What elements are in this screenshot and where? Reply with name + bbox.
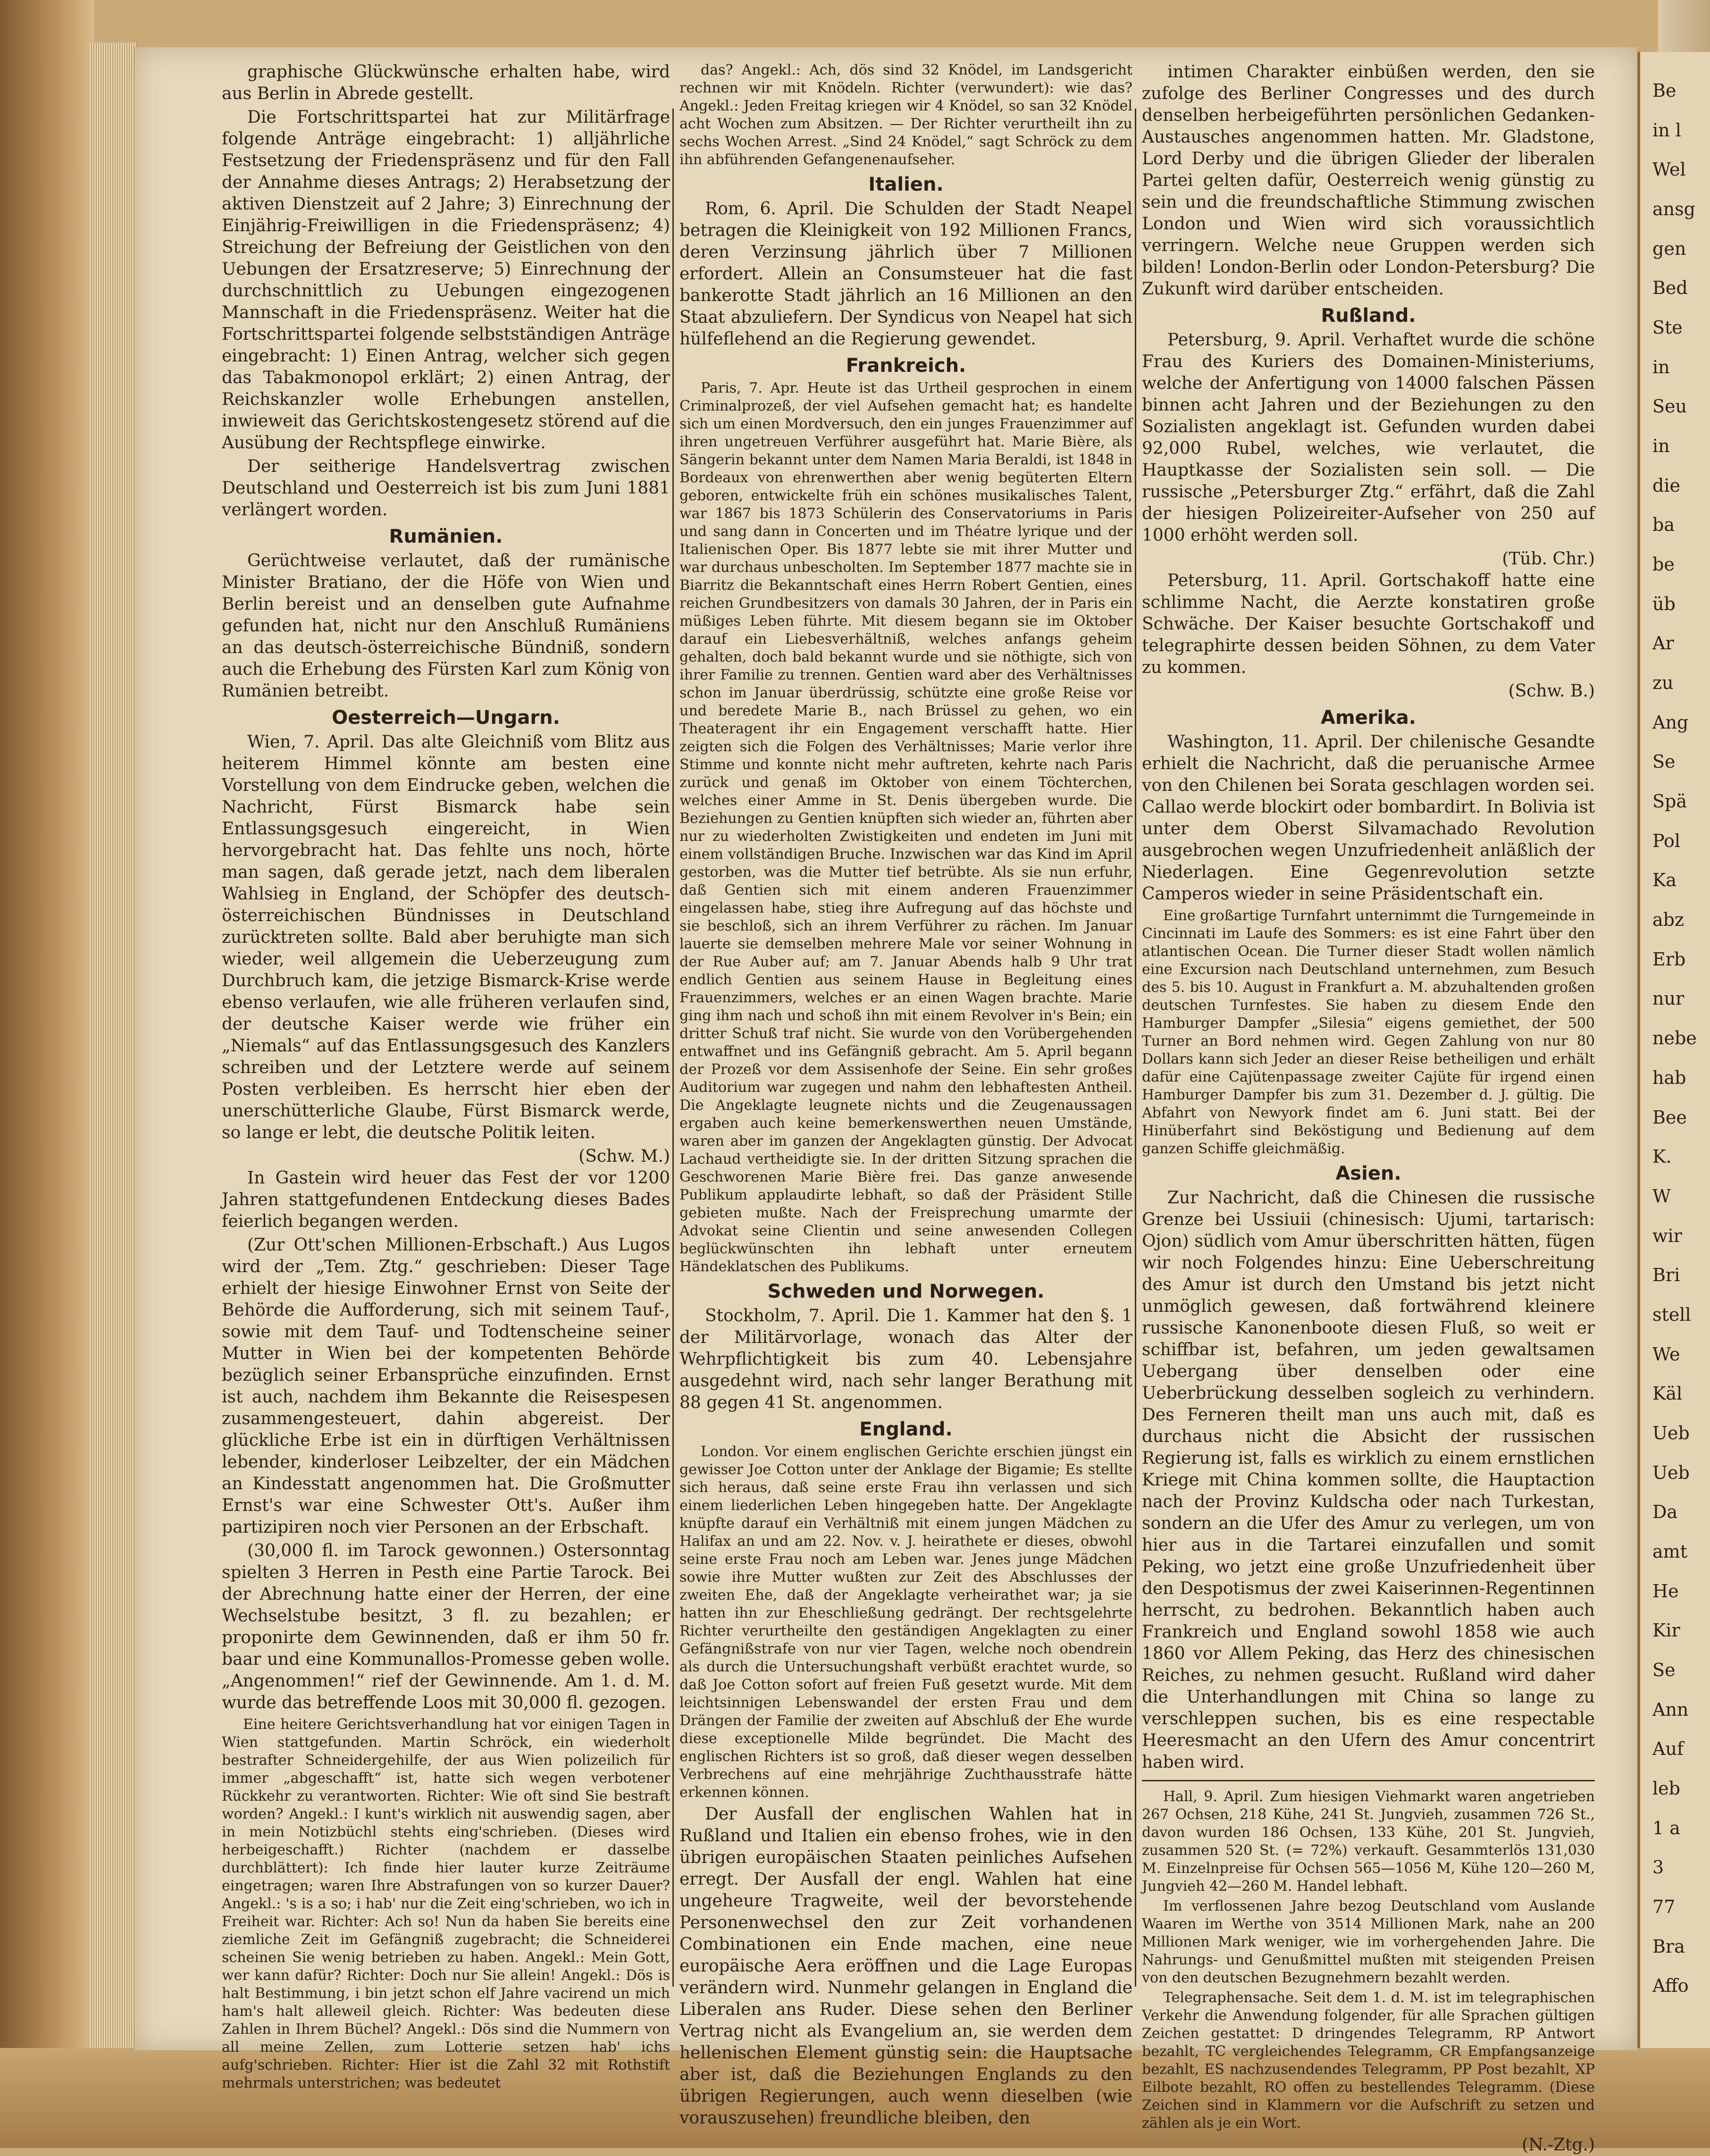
page-fragment-text: K.	[1652, 1146, 1672, 1167]
page-edges	[90, 42, 137, 2057]
page-fragment-text: We	[1652, 1343, 1680, 1365]
page-fragment-text: Ka	[1652, 870, 1677, 891]
page-fragment-text: Ste	[1652, 317, 1683, 338]
page-fragment-text: 77	[1652, 1896, 1676, 1917]
column-2	[679, 61, 1132, 2131]
page-fragment-text: gen	[1652, 238, 1686, 259]
source-credit: (Schw. M.)	[578, 1147, 670, 1166]
adjacent-page-edge	[1637, 52, 1710, 2048]
article-text: Stockholm, 7. April. Die 1. Kammer hat den §. 1 der Militärvorlage, wonach das Alter der Wehrpflichtigkeit bis zum 40. Lebensjahre ausgedehnt wird, nach sehr langer Berathung mit 88 gegen 41 St. angenommen.	[679, 1306, 1132, 1412]
page-fragment-text: üb	[1652, 593, 1676, 614]
section-heading: Schweden und Norwegen.	[767, 1281, 1045, 1302]
page-fragment-text: stell	[1652, 1304, 1691, 1325]
page-fragment-text: Pol	[1652, 830, 1681, 851]
page-fragment-text: Be	[1652, 80, 1676, 101]
column-1	[222, 61, 670, 2094]
page-fragment-text: Bra	[1652, 1936, 1685, 1957]
page-fragment-text: Ang	[1652, 712, 1689, 733]
page-fragment-text: 3	[1652, 1857, 1664, 1878]
source-credit: (Schw. B.)	[1508, 681, 1595, 701]
page-fragment-text: Ann	[1652, 1699, 1689, 1720]
article-text: Wien, 7. April. Das alte Gleichniß vom Blitz aus heiterem Himmel könnte am besten eine Vorstellung von dem Eindrucke geben, welchen die Nachricht, Fürst Bismarck habe sein Entlassungsgesuch eingereicht, in Wien hervorgebracht hat. Das fehlte uns noch, hörte man sagen, daß gerade jetzt, nach dem liberalen Wahlsieg in England, der Schöpfer des deutsch-österreichischen Bündnisses in Deutschland zurücktreten sollte. Bald aber beruhigte man sich wieder, weil allgemein die Ueberzeugung zum Durchbruch kam, die jetzige Bismarck-Krise werde ebenso verlaufen, wie alle früheren verlaufen sind, der deutsche Kaiser werde wie früher ein „Niemals“ auf das Entlassungsgesuch des Kanzlers schreiben und der Letztere werde auf seinem Posten verbleiben. Es herrscht hier eben der unerschütterliche Glaube, Fürst Bismarck werde, so lange er lebt, die deutsche Politik leiten.	[222, 732, 670, 1142]
page-fragment-text: Seu	[1652, 396, 1687, 417]
page-fragment-text: in	[1652, 436, 1670, 457]
article-text: Hall, 9. April. Zum hiesigen Viehmarkt waren angetrieben 267 Ochsen, 218 Kühe, 241 St. Jungvieh, zusammen 726 St., davon wurden 186 Ochsen, 133 Kühe, 201 St. Jungvieh, zusammen 520 St. (= 72%) verkauft. Gesammterlös 131,030 M. Einzelnpreise für Ochsen 565—1056 M, Kühe 120—260 M, Jungvieh 42—260 M. Handel lebhaft.	[1142, 1788, 1595, 1895]
page-fragment-text: die	[1652, 475, 1680, 496]
page-fragment-text: zu	[1652, 672, 1674, 694]
page-fragment-text: Se	[1652, 1659, 1676, 1680]
section-heading: Oesterreich—Ungarn.	[332, 707, 560, 729]
article-text: Petersburg, 11. April. Gortschakoff hatte eine schlimme Nacht, die Aerzte konstatiren große Schwäche. Der Kaiser besuchte Gortschakoff und telegraphirte dessen beiden Söhnen, zu dem Vater zu kommen.	[1142, 571, 1595, 677]
page-fragment-text: Ueb	[1652, 1422, 1690, 1443]
page-fragment-text: Spä	[1652, 791, 1687, 812]
page-fragment-text: wir	[1652, 1225, 1682, 1246]
section-heading: England.	[859, 1418, 953, 1440]
page-fragment-text: nebe	[1652, 1028, 1697, 1049]
page-fragment-text: Käl	[1652, 1383, 1683, 1404]
article-text: Eine heitere Gerichtsverhandlung hat vor einigen Tagen in Wien stattgefunden. Martin Schröck, ein wiederholt bestrafter Schneidergehilfe, der aus Wien polizeilich für immer „abgeschafft“ ist, hatte sich wegen verbotener Rückkehr zu verantworten. Richter: Wie oft sind Sie bestraft worden? Angekl.: I kunt's wirklich nit auswendig sagen, aber in mein Notizbüchl stehts eing'schrieben. (Dieses wird herbeigeschafft.) Richter (nachdem er dasselbe durchblättert): Ich finde hier lauter kurze Zeiträume eingetragen; waren Ihre Abstrafungen von so kurzer Dauer? Angekl.: 's is a so; i hab' nur die Zeit eing'schrieben, wo ich in Freiheit war. Richter: Ach so! Nun da haben Sie bereits eine ziemliche Zeit im Gefängniß zugebracht; die Schneiderei scheinen Sie wenig betrieben zu haben. Angekl.: Mein Gott, wer kann dafür? Richter: Doch nur Sie allein! Angekl.: Dös is halt Bestimmung, i bin jetzt schon elf Jahre vacirend un mich ham's halt alleweil gleich. Richter: Was bedeuten diese Zahlen in Ihrem Büchel? Angekl.: Dös sind die Nummern von all meine Zellen, zum Lotterie setzen hab' ichs aufg'schrieben. Richter: Hier ist die Zahl 32 mit Rothstift mehrmals unterstrichen; was bedeutet	[222, 1716, 670, 2091]
page-fragment-text: Kir	[1652, 1620, 1680, 1641]
page-fragment-text: Bri	[1652, 1265, 1680, 1286]
article-text: Petersburg, 9. April. Verhaftet wurde die schöne Frau des Kuriers des Domainen-Ministeriums, welche der Anfertigung von 14000 falschen Pässen binnen acht Jahren und der Beziehungen zu den Sozialisten angeklagt ist. Gefunden wurden dabei 92,000 Rubel, welches, wie verlautet, die Hauptkasse der Sozialisten sein soll. — Die russische „Petersburger Ztg.“ erfährt, daß die Zahl der hiesigen Polizeireiter-Aufseher von 250 auf 1000 erhöht werden soll.	[1142, 330, 1595, 545]
page-fragment-text: Ar	[1652, 633, 1674, 654]
source-credit: (Tüb. Chr.)	[1502, 549, 1595, 569]
page-fragment-text: in	[1652, 356, 1670, 378]
article-text: London. Vor einem englischen Gerichte erschien jüngst ein gewisser Joe Cotton unter der Anklage der Bigamie; Es stellte sich heraus, daß seine erste Frau ihn verlassen und sich einem liederlichen Leben hingegeben hatte. Der Angeklagte knüpfte darauf ein Verhältniß mit einem jungen Mädchen zu Halifax an und am 22. Nov. v. J. heirathete er dieses, obwohl seine erste Frau noch am Leben war. Jenes junge Mädchen sowie ihre Mutter wußten zur Zeit des Abschlusses der zweiten Ehe, daß der Angeklagte verheirathet war; ja sie hatten ihn zur Eheschließung gedrängt. Der rechtsgelehrte Richter verurtheilte den geständigen Angeklagten zu einer Gefängnißstrafe von nur vier Tagen, welche noch obendrein als durch die Untersuchungshaft verbüßt erachtet wurde, so daß Joe Cotton sofort auf freien Fuß gesetzt wurde. Mit dem leichtsinnigen Lebenswandel der ersten Frau und dem Drängen der Familie der zweiten auf Abschluß der Ehe wurde diese exceptionelle Milde begründet. Die Macht des englischen Richters ist so groß, daß dieser wegen desselben Verbrechens auf eine mehrjährige Zuchthausstrafe hätte erkennen können.	[679, 1443, 1132, 1801]
source-credit: (N.-Ztg.)	[1522, 2135, 1595, 2155]
page-fragment-text: in l	[1652, 119, 1681, 141]
section-heading: Amerika.	[1321, 707, 1416, 729]
article-text: Die Fortschrittspartei hat zur Militärfrage folgende Anträge eingebracht: 1) alljährliche Festsetzung der Friedenspräsenz und für den Fall der Annahme dieses Antrags; 2) Herabsetzung der aktiven Dienstzeit auf 2 Jahre; 3) Einrechnung der Einjährig-Freiwilligen in die Friedenspräsenz; 4) Streichung der Befreiung der Geistlichen von den Uebungen der Ersatzreserve; 5) Einrechnung der durchschnittlich zu Uebungen eingezogenen Mannschaft in die Friedenspräsenz. Weiter hat die Fortschrittspartei folgende selbstständigen Anträge eingebracht: 1) Einen Antrag, welcher sich gegen das Tabakmonopol erklärt; 2) einen Antrag, der Reichskanzler wolle Erhebungen anstellen, inwieweit das Gerichtskostengesetz störend auf die Ausübung der Rechtspflege einwirke.	[222, 108, 670, 453]
article-text: Zur Nachricht, daß die Chinesen die russische Grenze bei Ussiuii (chinesisch: Ujumi, tartarisch: Ojon) südlich vom Amur überschritten hätten, fügen wir noch Folgendes hinzu: Eine Ueberschreitung des Amur ist durch den Umstand bis jetzt nicht unmöglich gewesen, daß fortwährend kleinere russische Kanonenboote diesen Fluß, so weit er schiffbar ist, befahren, um jeden gewaltsamen Uebergang über denselben oder eine Ueberbrückung desselben sogleich zu verhindern. Des Ferneren theilt man uns auch mit, daß es durchaus nicht die Absicht der russischen Regierung ist, falls es wirklich zu einem ernstlichen Kriege mit China kommen sollte, die Hauptaction nach der Provinz Kuldscha oder nach Turkestan, sondern an die Ufer des Amur zu verlegen, um von hier aus in die Tartarei einzufallen und somit Peking, wo jetzt eine große Unzufriedenheit über den Despotismus der zwei Kaiserinnen-Regentinnen herrscht, zu bedrohen. Bekanntlich haben auch Frankreich und England sowohl 1858 wie auch 1860 vor Allem Peking, das Herz des chinesischen Reiches, zu nehmen gesucht. Rußland wird daher die Unterhandlungen mit China so lange zu verschleppen suchen, bis es eine respectable Heeresmacht an den Ufern des Amur concentrirt haben wird.	[1142, 1188, 1595, 1772]
column-rule	[672, 109, 674, 1987]
article-text: Der Ausfall der englischen Wahlen hat in Rußland und Italien ein ebenso frohes, wie in den übrigen europäischen Staaten peinliches Aufsehen erregt. Der Ausfall der engl. Wahlen hat eine ungeheure Tragweite, weil der bevorstehende Personenwechsel den zur Zeit vorhandenen Combinationen ein Ende machen, eine neue europäische Aera eröffnen und die Lage Europas verändern wird. Nunmehr gelangen in England die Liberalen ans Ruder. Diese sehen den Berliner Vertrag nicht als Evangelium an, sie werden dem hellenischen Element günstig sein: die Hauptsache aber ist, daß die Beziehungen Englands zu den übrigen Regierungen, auch wenn dieselben (wie vorauszusehen) freundliche bleiben, den	[679, 1804, 1132, 2128]
article-text: (Zur Ott'schen Millionen-Erbschaft.) Aus Lugos wird der „Tem. Ztg.“ geschrieben: Dieser Tage erhielt der hiesige Einwohner Ernst von Seite der Behörde die Aufforderung, sich mit seinem Tauf-, sowie mit dem Tauf- und Todtenscheine seiner Mutter in Wien bei der kompetenten Behörde bezüglich seiner Erbansprüche einzufinden. Ernst ist auch, nachdem ihm Bekannte die Reisespesen zusammengesteuert, dahin abgereist. Der glückliche Erbe ist ein in dürftigen Verhältnissen lebender, kinderloser Leibzelter, der ein Mädchen an Kindesstatt angenommen hat. Die Großmutter Ernst's war eine Schwester Ott's. Außer ihm partizipiren noch vier Personen an der Erbschaft.	[222, 1235, 670, 1537]
column-3	[1142, 61, 1595, 2156]
section-heading: Italien.	[868, 174, 944, 195]
article-text: intimen Charakter einbüßen werden, den sie zufolge des Berliner Congresses und des durch denselben herbeigeführten persönlichen Gedanken-Austausches angenommen hatten. Mr. Gladstone, Lord Derby und die übrigen Glieder der liberalen Partei gelten dafür, Oesterreich wenig günstig zu sein und die freundschaftliche Stimmung zwischen London und Wien wird sich voraussichtlich verringern. Welche neue Gruppen werden sich bilden! London-Berlin oder London-Petersburg? Die Zukunft wird darüber entscheiden.	[1142, 62, 1595, 299]
article-text: Im verflossenen Jahre bezog Deutschland vom Auslande Waaren im Werthe von 3514 Millionen Mark, nahe an 200 Millionen Mark weniger, wie im vorhergehenden Jahre. Die Nahrungs- und Genußmittel mußten mit steigenden Preisen von den deutschen Bezugnehmern bezahlt werden.	[1142, 1898, 1595, 1986]
page-fragment-text: Da	[1652, 1502, 1678, 1523]
section-heading: Rumänien.	[389, 526, 503, 547]
page-fragment-text: Erb	[1652, 948, 1686, 970]
article-text: Telegraphensache. Seit dem 1. d. M. ist im telegraphischen Verkehr die Anwendung folgender, für alle Sprachen gültigen Zeichen gestattet: D dringendes Telegramm, RP Antwort bezahlt, TC vergleichendes Telegramm, CR Empfangsanzeige bezahlt, ES nachzusendendes Telegramm, PP Post bezahlt, XP Eilbote bezahlt, RO offen zu bestellendes Telegramm. (Diese Zeichen sind in Klammern vor die Aufschrift zu setzen und zählen als je ein Wort.	[1142, 1989, 1595, 2131]
article-text: das? Angekl.: Ach, dös sind 32 Knödel, im Landsgericht rechnen wir mit Knödeln. Richter (verwundert): wie das? Angekl.: Jeden Freitag kriegen wir 4 Knödel, so san 32 Knödel acht Wochen zum Absitzen. — Der Richter verurtheilt ihn zu sechs Wochen Arrest. „Sind 24 Knödel,“ sagt Schröck zu dem ihn abführenden Gefangenenaufseher.	[679, 62, 1132, 168]
article-text: graphische Glückwünsche erhalten habe, wird aus Berlin in Abrede gestellt.	[222, 62, 670, 103]
section-heading: Asien.	[1335, 1163, 1401, 1184]
page-fragment-text: ansg	[1652, 199, 1695, 220]
page-fragment-text: He	[1652, 1580, 1679, 1602]
page-fragment-text: Se	[1652, 751, 1676, 772]
page-fragment-text: Bed	[1652, 277, 1688, 299]
page-fragment-text: be	[1652, 554, 1675, 575]
page-fragment-text: hab	[1652, 1067, 1686, 1088]
divider	[1142, 1780, 1595, 1781]
article-text: Rom, 6. April. Die Schulden der Stadt Neapel betragen die Kleinigkeit von 192 Millionen Francs, deren Verzinsung jährlich über 7 Millionen erfordert. Allein an Consumsteuer hat die fast bankerotte Stadt jährlich an 16 Millionen an den Staat abzuliefern. Der Syndicus von Neapel hat sich hülfeflehend an die Regierung gewendet.	[679, 199, 1132, 349]
article-text: In Gastein wird heuer das Fest der vor 1200 Jahren stattgefundenen Entdeckung dieses Bades feierlich begangen werden.	[222, 1168, 670, 1231]
page-fragment-text: Wel	[1652, 159, 1686, 180]
page-fragment-text: Bee	[1652, 1107, 1687, 1128]
article-text: (30,000 fl. im Tarock gewonnen.) Ostersonntag spielten 3 Herren in Pesth eine Partie Tarock. Bei der Abrechnung hatte einer der Herren, der eine Wechselstube besitzt, 3 fl. zu bezahlen; er proponirte dem Gewinnenden, daß er ihm 50 fr. baar und eine Kommunallos-Promesse geben wolle. „Angenommen!“ rief der Gewinnende. Am 1. d. M. wurde das betreffende Loos mit 30,000 fl. gezogen.	[222, 1541, 670, 1712]
page-fragment-text: 1 a	[1652, 1817, 1680, 1838]
section-heading: Rußland.	[1321, 305, 1416, 327]
section-heading: Frankreich.	[846, 355, 966, 377]
page-fragment-text: abz	[1652, 909, 1685, 931]
page-fragment-text: Auf	[1652, 1738, 1684, 1760]
article-text: Gerüchtweise verlautet, daß der rumänische Minister Bratiano, der die Höfe von Wien und Berlin bereist und an denselben gute Aufnahme gefunden hat, nicht nur den Anschluß Rumäniens an das deutsch-österreichische Bündniß, sondern auch die Erhebung des Fürsten Karl zum König von Rumänien betreibt.	[222, 551, 670, 701]
page-fragment-text: Ueb	[1652, 1462, 1690, 1483]
column-rule	[1135, 109, 1136, 1987]
page-fragment-text: W	[1652, 1185, 1671, 1207]
article-text: Paris, 7. Apr. Heute ist das Urtheil gesprochen in einem Criminalprozeß, der viel Aufsehen gemacht hat; es handelte sich um einen Mordversuch, den ein junges Frauenzimmer auf ihren ungetreuen Verführer ausgeführt hat. Marie Bière, als Sängerin bekannt unter dem Namen Maria Beraldi, ist 1848 in Bordeaux von ehrenwerthen aber wenig begüterten Eltern geboren, entwickelte früh ein schönes musikalisches Talent, war 1867 bis 1873 Schülerin des Conservatoriums in Paris und sang dann in Concerten und im Théatre lyrique und der Italienischen Oper. Bis 1877 lebte sie mit ihrer Mutter und war durchaus unbescholten. Im September 1877 machte sie in Biarritz die Bekanntschaft eines Herrn Robert Gentien, eines reichen Grundbesitzers von damals 30 Jahren, der in Paris ein müßiges Leben führte. Mit diesem begann sie im Oktober darauf ein Liebesverhältniß, welches anfangs geheim gehalten, doch bald bekannt wurde und sie nöthigte, sich von ihrer Familie zu trennen. Gentien ward aber des Verhältnisses schon im Januar überdrüssig, schützte eine große Reise vor und beredete Marie B., nach Brüssel zu gehen, wo ein Theateragent ihr ein Engagement verschafft hatte. Hier zeigten sich die Folgen des Verhältnisses; Marie verlor ihre Stimme und konnte nicht mehr auftreten, kehrte nach Paris zurück und genaß im Oktober von einem Töchterchen, welches einer Amme in St. Denis übergeben wurde. Die Beziehungen zu Gentien knüpften sich wieder an, führten aber nur zu wiederholten Zwistigkeiten und endeten im Juni mit einem vollständigen Bruche. Inzwischen war das Kind im April gestorben, was die Mutter tief betrübte. Als sie nun erfuhr, daß Gentien sich mit einem anderen Frauenzimmer eingelassen habe, stieg ihre Aufregung auf das höchste und sie beschloß, sich an ihrem Verführer zu rächen. Im Januar lauerte sie demselben mehrere Male vor seiner Wohnung in der Rue Auber auf; am 7. Januar Abends halb 9 Uhr trat endlich Gentien aus seinem Hause in Begleitung eines Frauenzimmers, welches er an einen Wagen brachte. Marie ging ihm nach und schoß ihn mit einem Revolver in's Bein; ein dritter Schuß traf nicht. Sie wurde von den Vorübergehenden entwaffnet und ins Gefängniß gebracht. Am 5. April begann der Prozeß vor dem Assisenhofe der Seine. Ein sehr großes Auditorium war zugegen und nahm den lebhaftesten Antheil. Die Angeklagte leugnete nichts und die Zeugenaussagen ergaben auch keine bemerkenswerthen neuen Umstände, waren aber im ganzen der Angeklagten günstig. Der Advocat Lachaud vertheidigte sie. In der dritten Sitzung sprachen die Geschworenen Marie Bière frei. Das ganze anwesende Publikum applaudirte lebhaft, so daß der Präsident Stille gebieten mußte. Nach der Freisprechung umarmte der Advokat seine Clientin und seine anwesenden Collegen beglückwünschten ihn lebhaft unter erneutem Händeklatschen des Publikums.	[679, 380, 1132, 1275]
article-text: Washington, 11. April. Der chilenische Gesandte erhielt die Nachricht, daß die peruanische Armee von den Chilenen bei Sorata geschlagen worden sei. Callao werde blockirt oder bombardirt. In Bolivia ist unter dem Oberst Silvamachado Revolution ausgebrochen wegen Unzufriedenheit anläßlich der Niederlagen. Eine Gegenrevolution setzte Camperos wieder in seine Präsidentschaft ein.	[1142, 732, 1595, 904]
page-fragment-text: amt	[1652, 1541, 1687, 1562]
page-fragment-text: ba	[1652, 514, 1675, 536]
article-text: Der seitherige Handelsvertrag zwischen Deutschland und Oesterreich ist bis zum Juni 1881 verlängert worden.	[222, 457, 670, 520]
book-spine	[0, 0, 94, 2148]
page-fragment-text: Affo	[1652, 1975, 1689, 1997]
page-fragment-text: nur	[1652, 988, 1685, 1009]
article-text: Eine großartige Turnfahrt unternimmt die Turngemeinde in Cincinnati im Laufe des Sommers: es ist eine Fahrt über den atlantischen Ocean. Die Turner dieser Stadt wollen nämlich eine Excursion nach Deutschland unternehmen, zum Besuch des 5. bis 10. August in Frankfurt a. M. abzuhaltenden großen deutschen Turnfestes. Sie haben zu diesem Ende den Hamburger Dampfer „Silesia“ eigens gemiethet, der 500 Turner an Bord nehmen wird. Gegen Zahlung von nur 80 Dollars kann sich Jeder an dieser Reise betheiligen und erhält dafür eine Cajütenpassage zweiter Cajüte für irgend einen Hamburger Dampfer bis zum 31. Dezember d. J. gültig. Die Abfahrt von Newyork findet am 6. Juni statt. Bei der Hinüberfahrt sind Beköstigung und Bedienung auf dem ganzen Schiffe gleichmäßig.	[1142, 907, 1595, 1157]
page-fragment-text: leb	[1652, 1778, 1680, 1799]
